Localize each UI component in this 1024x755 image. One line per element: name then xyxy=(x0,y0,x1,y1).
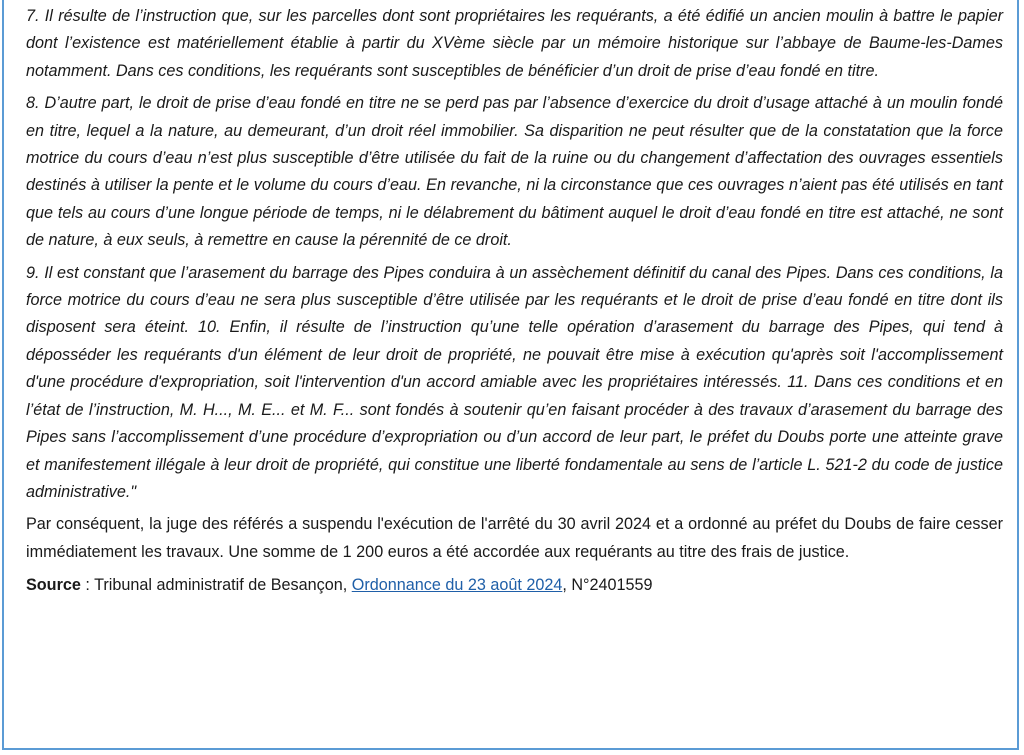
document-frame xyxy=(2,0,1019,750)
source-line xyxy=(26,572,1003,599)
source-separator: : xyxy=(80,576,95,595)
document-content xyxy=(26,3,1003,600)
paragraph-7: 7. Il résulte de l’instruction que, sur les parcelles dont sont propriétaires les requérants, a été édifié un ancien moulin à battre le papier dont l’existence est matériellement établie à partir du XVème siècle par un mémoire historique sur l’abbaye de Baume-les-Dames notamment. Dans ces conditions, les requérants sont susceptibles de bénéficier d’un droit de prise d’eau fondé en titre. xyxy=(26,7,1003,80)
paragraph-9-11: 9. Il est constant que l’arasement du barrage des Pipes conduira à un assèchement définitif du canal des Pipes. Dans ces conditions, la force motrice du cours d’eau ne sera plus susceptible d’être utilisée par les requérants et le droit de prise d’eau fondé en titre dont ils disposent sera éteint. 10. Enfin, il résulte de l’instruction qu’une telle opération d’arasement du barrage des Pipes, qui tend à déposséder les requérants d'un élément de leur droit de propriété, ne pouvait être mise à exécution qu'après soit l'accomplissement d'une procédure d'expropriation, soit l'intervention d'un accord amiable avec les propriétaires intéressés. 11. Dans ces conditions et en l’état de l’instruction, M. H..., M. E... et M. F... sont fondés à soutenir qu’en faisant procéder à des travaux d’arasement du barrage des Pipes sans l’accomplissement d’une procédure d’expropriation ou d’un accord de leur part, le préfet du Doubs porte une atteinte grave et manifestement illégale à leur droit de propriété, qui constitue une liberté fondamentale au sens de l’article L. 521-2 du code de justice administrative." xyxy=(26,263,1003,501)
source-label: Source xyxy=(26,576,81,595)
conclusion-paragraph: Par conséquent, la juge des référés a suspendu l'exécution de l'arrêté du 30 avril 2024 et a ordonné au préfet du Doubs de faire cesser immédiatement les travaux. Une somme de 1 200 euros a été accordée aux requérants au titre des frais de justice. xyxy=(26,515,1003,561)
source-court: Tribunal administratif de Besançon, xyxy=(94,576,352,595)
source-case-number: , N°2401559 xyxy=(562,576,653,595)
ordonnance-link[interactable]: Ordonnance du 23 août 2024 xyxy=(351,576,563,595)
paragraph-8: 8. D’autre part, le droit de prise d’eau fondé en titre ne se perd pas par l’absence d’exercice du droit d’usage attaché à un moulin fondé en titre, lequel a la nature, au demeurant, d’un droit réel immobilier. Sa disparition ne peut résulter que de la constatation que la force motrice du cours d’eau n’est plus susceptible d’être utilisée du fait de la ruine ou du changement d’affectation des ouvrages essentiels destinés à utiliser la pente et le volume du cours d’eau. En revanche, ni la circonstance que ces ouvrages n’aient pas été utilisés en tant que tels au cours d’une longue période de temps, ni le délabrement du bâtiment auquel le droit d’eau fondé en titre est attaché, ne sont de nature, à eux seuls, à remettre en cause la pérennité de ce droit. xyxy=(26,94,1003,250)
